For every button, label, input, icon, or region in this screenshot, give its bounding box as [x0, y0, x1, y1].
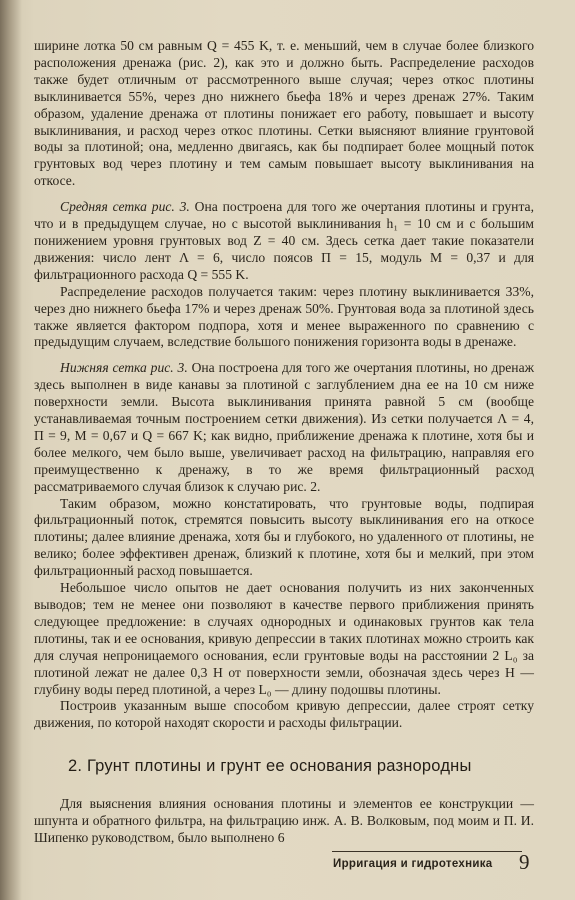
paragraph-3: Распределение расходов получается таким: через плотину выклинивается 33%, через дно нижнего бьефа 17% и через дренаж 50%. Грунтовая вода за плотиной здесь также является фактором подпора, хотя и менее выраженного по сравнению с предыдущим случаем, вследствие большого понижения горизонта воды в дренаже. [34, 283, 534, 350]
paragraph-5: Таким образом, можно констатировать, что грунтовые воды, подпирая фильтрационный поток, стремятся повысить высоту выклинивания его на откосе плотины; далее влияние дренажа, хотя бы и глубокого, но удаленного от плотины, не велико; более эффективен дренаж, близкий к плотине, хотя бы и мелкий, при этом фильтрационный расход повышается. [34, 495, 534, 579]
section-body [34, 795, 534, 846]
paragraph-4-text: Она построена для того же очертания плотины, но дренаж здесь выполнен в виде канавы за плотиной с заглублением дна ее на 10 см ниже поверхности земли. Высота выклинивания принята равной 5 см (вообще устанавливаемая точным построением сетки движения). Из сетки получается Λ = 4, Π = 9, M = 0,67 и Q = 667 K; как видно, приближение дренажа к плотине, хотя бы и более мелкого, чем было выше, увеличивает расход на фильтрацию, направляя его преимущественно к дренажу, в то же время фильтрационный расход рассматриваемого случая близок к случаю рис. 2. [34, 360, 535, 494]
page-number: 9 [519, 850, 530, 874]
journal-title: Ирригация и гидротехника [333, 858, 493, 870]
paragraph-7: Построив указанным выше способом кривую депрессии, далее строят сетку движения, по которой находят скорости и расходы фильтрации. [34, 698, 534, 731]
figure-ref-lower-grid: Нижняя сетка рис. 3. [60, 360, 188, 376]
paragraph-2-text: Она построена для того же очертания плотины и грунта, что и в предыдущем случае, но с высотой выклинивания h₁ = 10 см и с большим понижением уровня грунтовых вод Z = 40 см. Здесь сетка дает такие показатели движения: число лент Λ = 6, число поясов Π = 15, модуль M = 0,37 и для фильтрационного расхода Q = 555 K. [34, 199, 534, 282]
section-heading: 2. Грунт плотины и грунт ее основания разнородны [68, 757, 472, 775]
paragraph-2 [34, 199, 534, 284]
binding-gutter [0, 0, 22, 900]
paragraph-6: Небольшое число опытов не дает основания получить из них законченных выводов; тем не менее они позволяют в качестве первого приближения принять следующее предложение: в случаях однородных и одинаковых грунтов как тела плотины, так и ее основания, кривую депрессии в таких плотинах можно строить как для случая непроницаемого основания, если грунтовые воды на расстоянии 2 L₀ за плотиной лежат не далее 0,3 H от поверхности земли, обозначая здесь через H — глубину воды перед плотиной, а через L₀ — длину подошвы плотины. [34, 580, 534, 697]
paragraph-1: ширине лотка 50 см равным Q = 455 K, т. е. меньший, чем в случае более близкого расположения дренажа (рис. 2), как это и должно быть. Распределение расходов также будет отличным от рассмотренного выше случая; через откос плотины выклинивается 55%, через дно нижнего бьефа 18% и через дренаж 27%. Таким образом, удаление дренажа от плотины понижает его работу, повышает и высоту выклинивания, и расход через откос плотины. Сетки выясняют влияние грунтовой воды за плотиной; она, медленно двигаясь, как бы подпирает более мощный поток грунтовых вод через плотину и тем самым повышает высоту выклинивания на откосе. [34, 38, 534, 189]
section-paragraph-1: Для выяснения влияния основания плотины и элементов ее конструкции — шпунта и обратного фильтра, на фильтрацию инж. А. В. Волковым, под моим и П. И. Шипенко руководством, было выполнено 6 [34, 796, 534, 845]
footer-divider [332, 851, 522, 852]
figure-ref-middle-grid: Средняя сетка рис. 3. [60, 199, 190, 215]
body-text [34, 38, 534, 732]
paragraph-4 [34, 360, 534, 495]
